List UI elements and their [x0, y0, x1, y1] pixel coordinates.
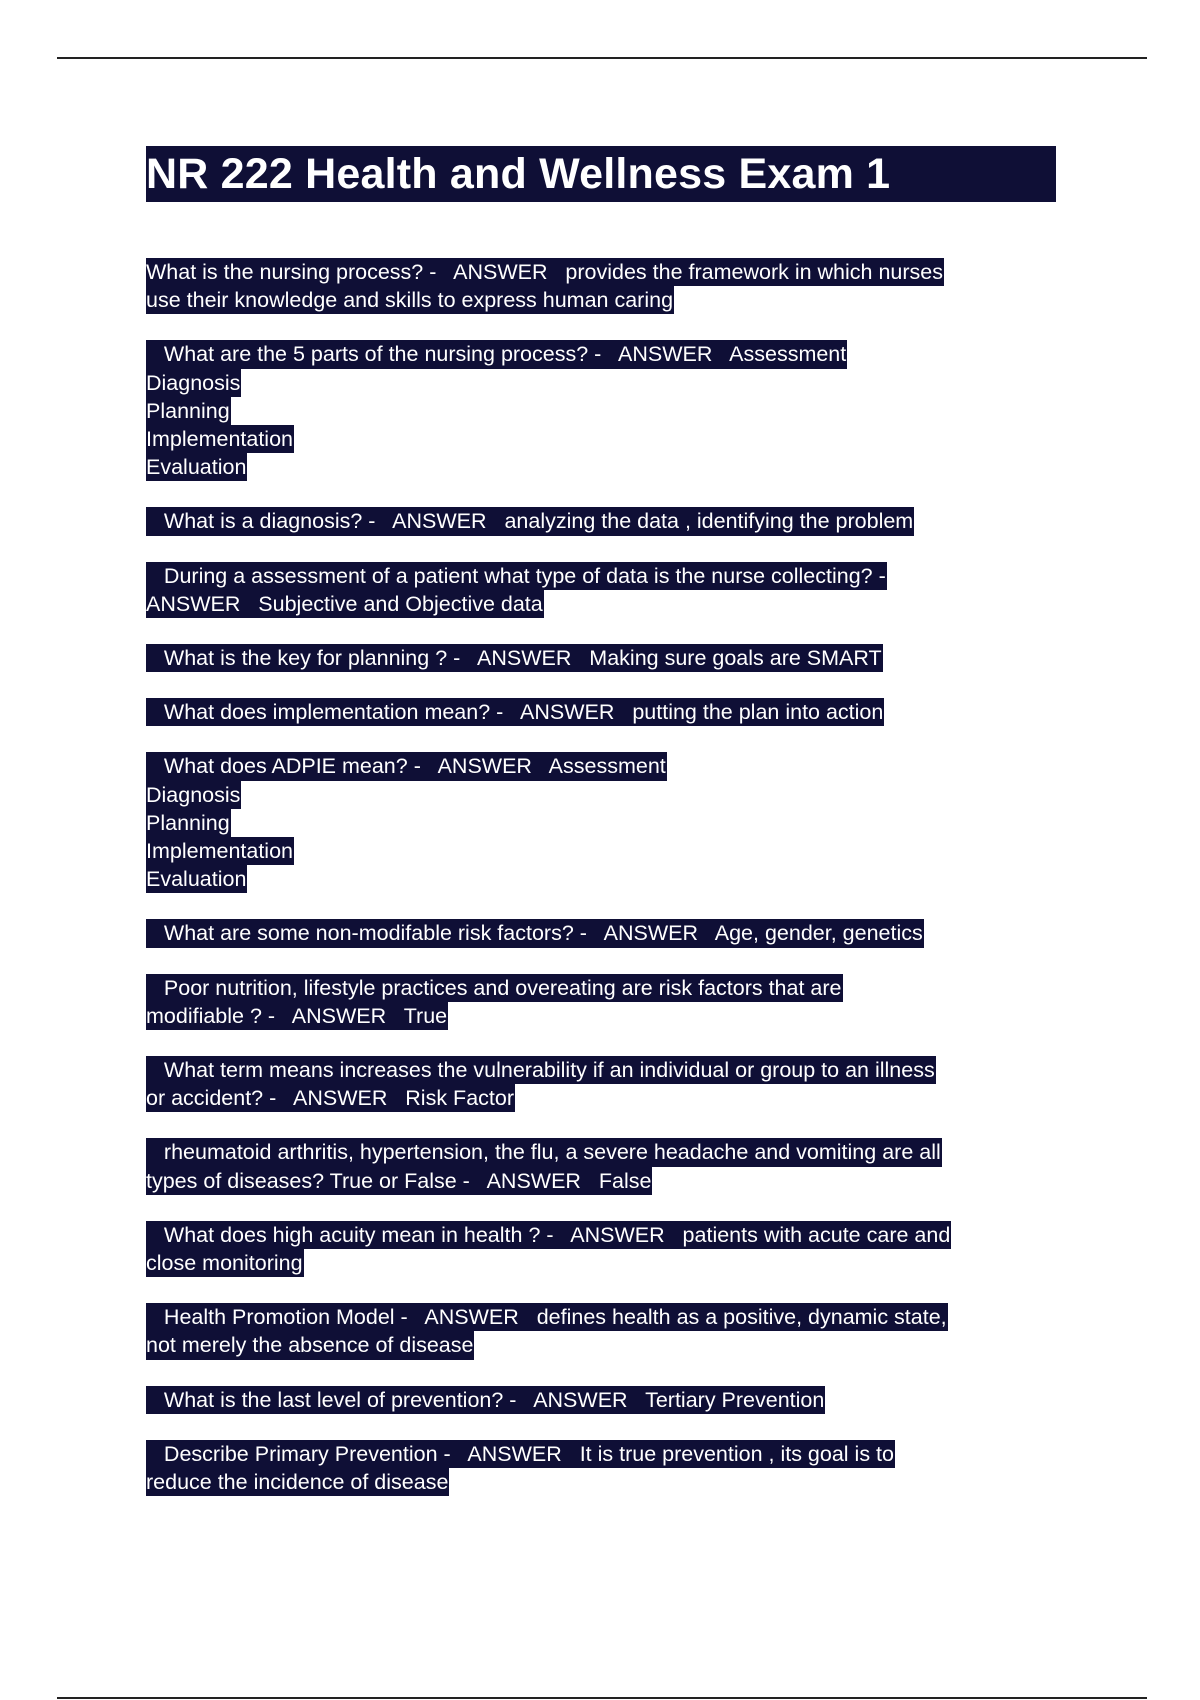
qa-line: ANSWER Subjective and Objective data: [146, 590, 544, 618]
qa-line: Diagnosis: [146, 781, 241, 809]
qa-line: Implementation: [146, 837, 294, 865]
qa-line: Implementation: [146, 425, 294, 453]
qa-line: Evaluation: [146, 865, 247, 893]
title-highlight: [146, 146, 1056, 202]
qa-line: What is the key for planning ? - ANSWER Making sure goals are SMART: [146, 644, 883, 672]
qa-entry: [146, 1440, 1066, 1496]
qa-line: rheumatoid arthritis, hypertension, the flu, a severe headache and vomiting are all: [146, 1138, 942, 1166]
qa-entry: [146, 1221, 1066, 1277]
qa-line: not merely the absence of disease: [146, 1331, 474, 1359]
qa-line: What is the last level of prevention? - ANSWER Tertiary Prevention: [146, 1386, 825, 1414]
qa-line: use their knowledge and skills to express human caring: [146, 286, 674, 314]
qa-line: What is a diagnosis? - ANSWER analyzing the data , identifying the problem: [146, 507, 914, 535]
page-title: NR 222 Health and Wellness Exam 1: [146, 150, 891, 198]
qa-line: or accident? - ANSWER Risk Factor: [146, 1084, 515, 1112]
qa-entry: [146, 919, 1066, 947]
qa-line: Evaluation: [146, 453, 247, 481]
qa-line: modifiable ? - ANSWER True: [146, 1002, 448, 1030]
qa-entry: [146, 752, 1066, 893]
qa-line: close monitoring: [146, 1249, 304, 1277]
bottom-divider: [57, 1697, 1147, 1699]
qa-entry: [146, 1138, 1066, 1194]
qa-entry: [146, 562, 1066, 618]
qa-entry: [146, 258, 1066, 314]
qa-list: [146, 258, 1066, 1522]
qa-entry: [146, 698, 1066, 726]
qa-line: During a assessment of a patient what type of data is the nurse collecting? -: [146, 562, 887, 590]
qa-line: What does high acuity mean in health ? - ANSWER patients with acute care and: [146, 1221, 951, 1249]
qa-entry: [146, 1303, 1066, 1359]
qa-entry: [146, 1386, 1066, 1414]
qa-line: What does implementation mean? - ANSWER putting the plan into action: [146, 698, 884, 726]
qa-line: reduce the incidence of disease: [146, 1468, 449, 1496]
qa-line: What are some non-modifable risk factors? - ANSWER Age, gender, genetics: [146, 919, 924, 947]
qa-entry: [146, 974, 1066, 1030]
qa-line: Diagnosis: [146, 369, 241, 397]
qa-line: Planning: [146, 809, 231, 837]
qa-entry: [146, 340, 1066, 481]
qa-line: Planning: [146, 397, 231, 425]
qa-line: Health Promotion Model - ANSWER defines health as a positive, dynamic state,: [146, 1303, 948, 1331]
qa-line: What does ADPIE mean? - ANSWER Assessment: [146, 752, 667, 780]
qa-line: types of diseases? True or False - ANSWER False: [146, 1167, 652, 1195]
qa-entry: [146, 1056, 1066, 1112]
qa-line: What term means increases the vulnerability if an individual or group to an illness: [146, 1056, 936, 1084]
qa-entry: [146, 507, 1066, 535]
top-divider: [57, 57, 1147, 59]
qa-line: Describe Primary Prevention - ANSWER It is true prevention , its goal is to: [146, 1440, 895, 1468]
qa-entry: [146, 644, 1066, 672]
qa-line: What is the nursing process? - ANSWER provides the framework in which nurses: [146, 258, 944, 286]
qa-line: Poor nutrition, lifestyle practices and overeating are risk factors that are: [146, 974, 843, 1002]
qa-line: What are the 5 parts of the nursing process? - ANSWER Assessment: [146, 340, 847, 368]
